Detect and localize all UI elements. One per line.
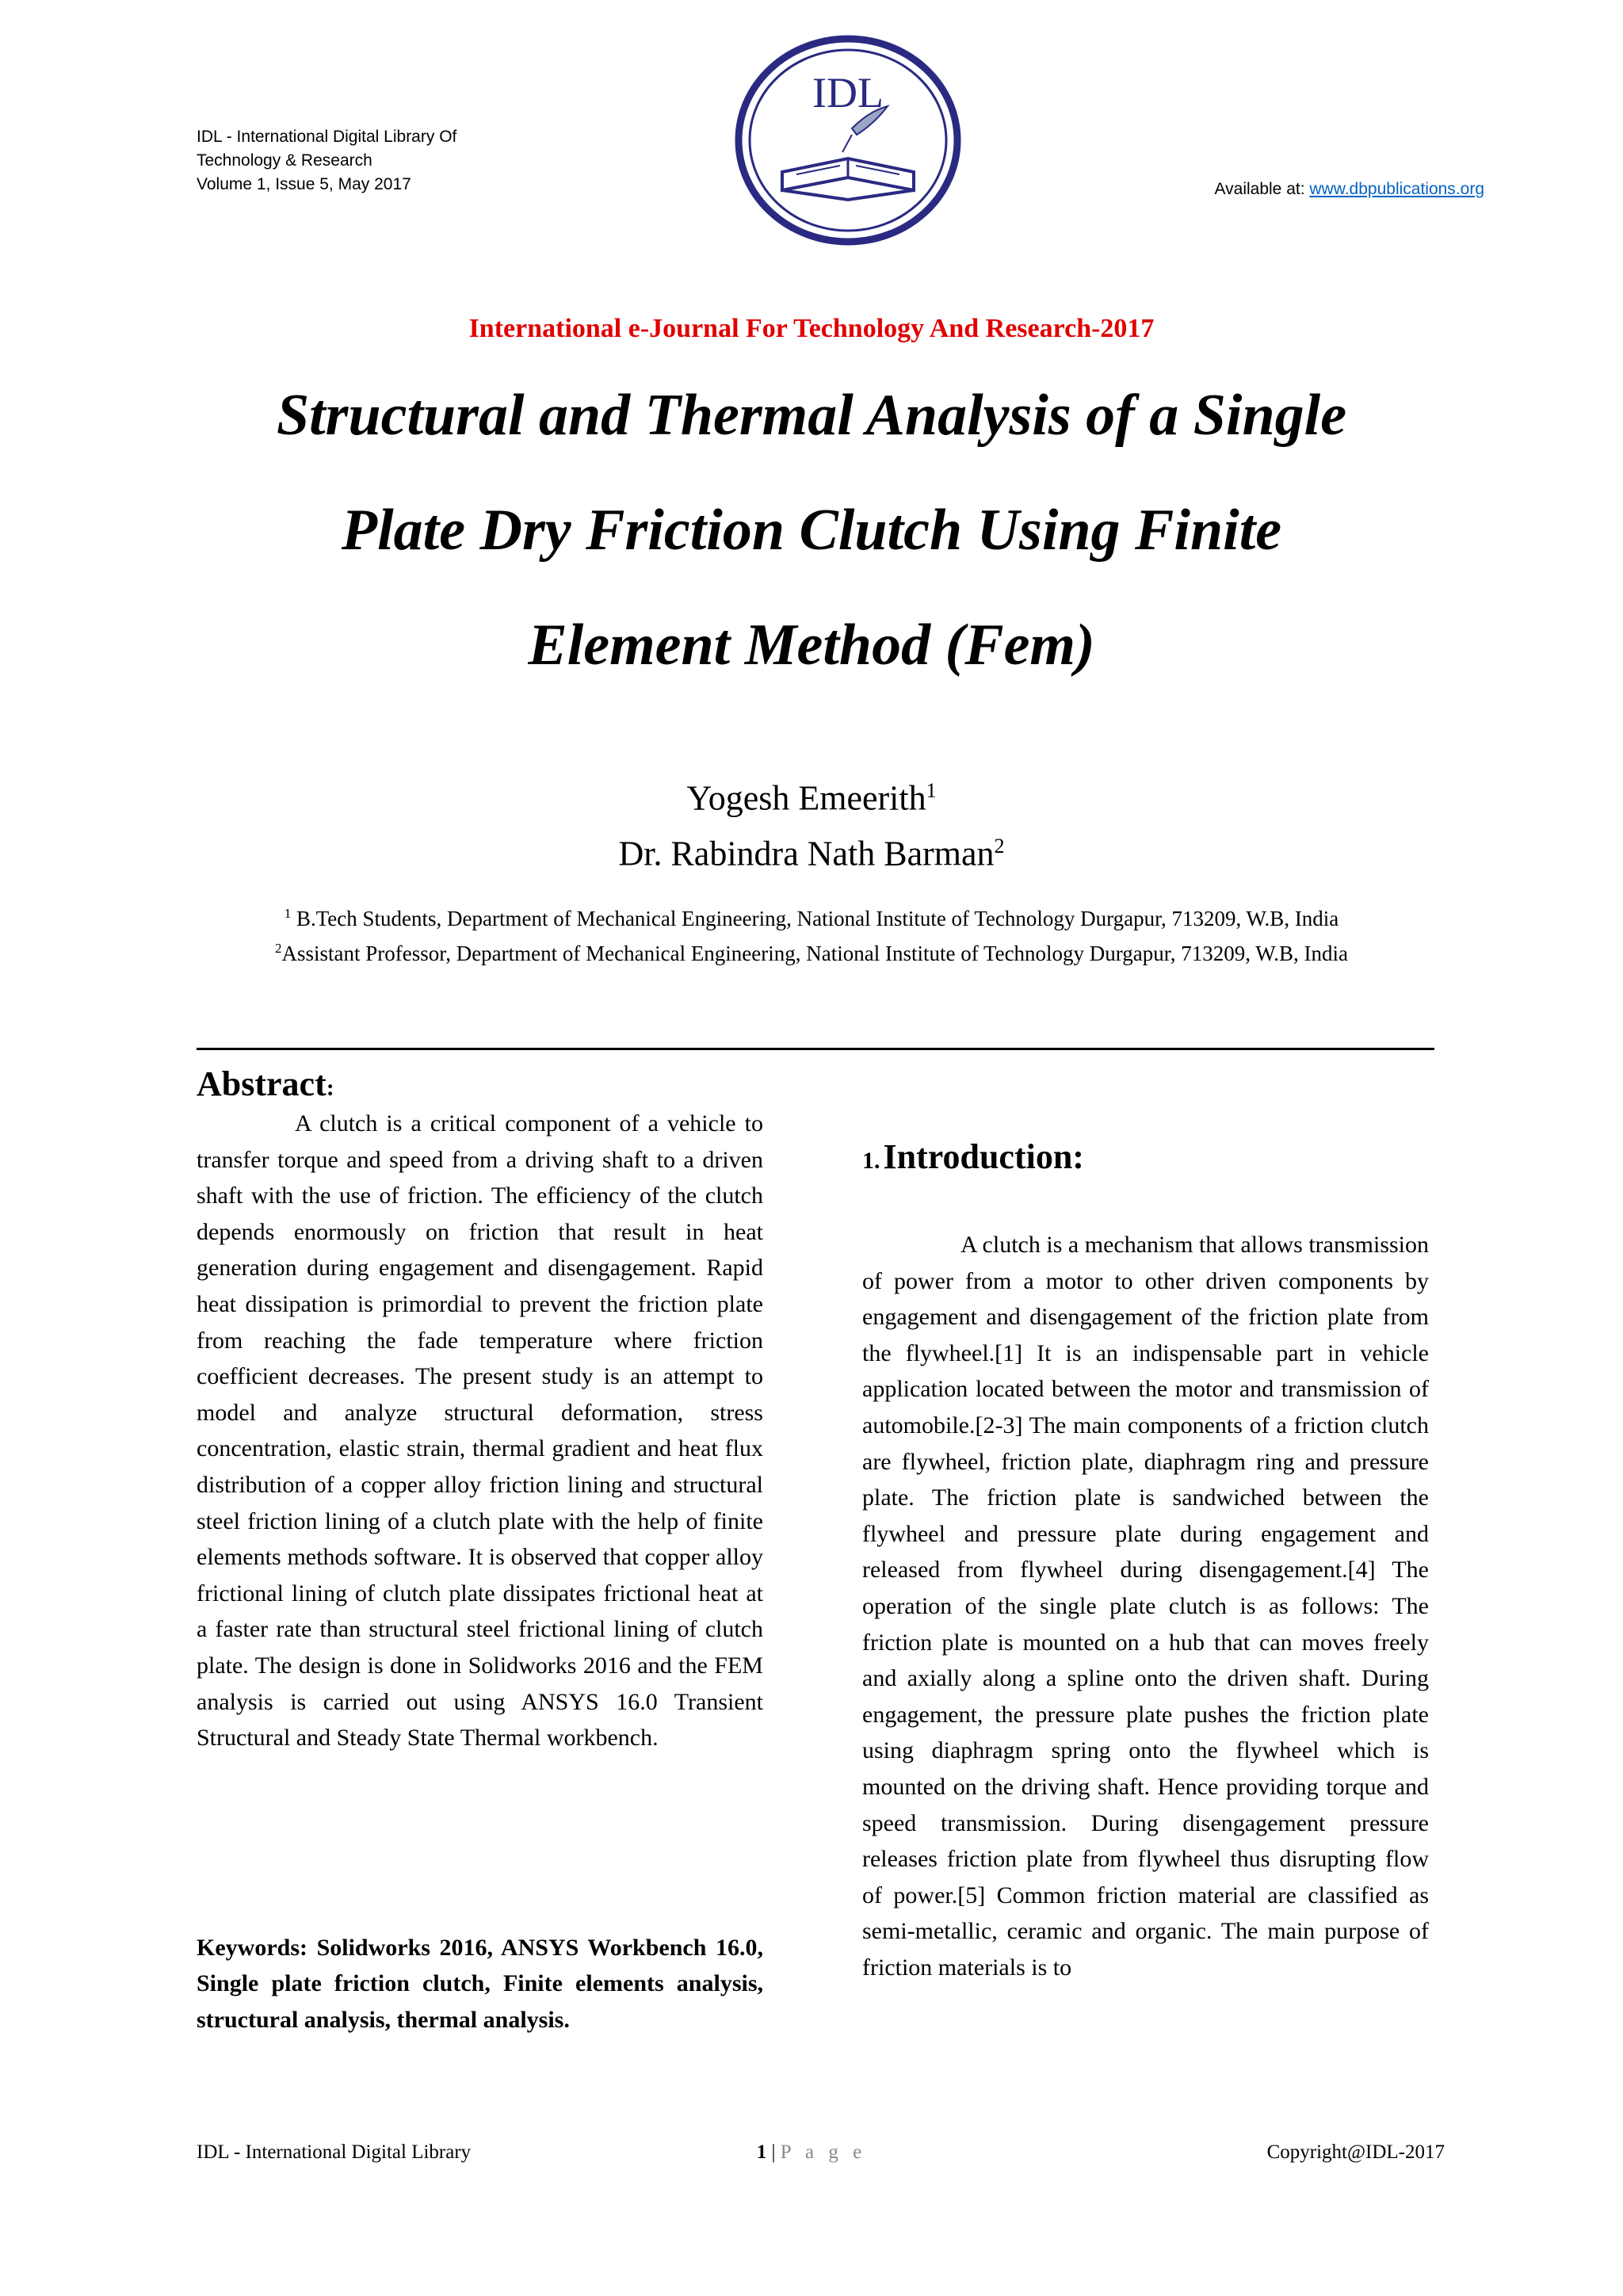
abstract-heading-text: Abstract bbox=[197, 1064, 327, 1103]
title-line-1: Structural and Thermal Analysis of a Single bbox=[276, 383, 1347, 448]
author-list bbox=[0, 767, 1623, 877]
page-separator: | bbox=[766, 2141, 781, 2163]
paper-title bbox=[127, 358, 1496, 703]
affiliation-1 bbox=[190, 899, 1433, 934]
section-divider bbox=[197, 1048, 1434, 1050]
footer-copyright: Copyright@IDL-2017 bbox=[1266, 2141, 1445, 2163]
available-at-label: Available at: bbox=[1214, 180, 1310, 198]
introduction-paragraph: A clutch is a mechanism that allows transmission of power from a motor to other driven components by engagement and disengagement of the friction plate from the flywheel.[1] It is an indispensable part in vehicle application located between the motor and transmission of automobile.[2-3] The main components of a friction clutch are flywheel, friction plate, diaphragm ring and pressure plate. The friction plate is sandwiched between the flywheel and pressure plate during engagement and released from flywheel during disengagement.[4] The operation of the single plate clutch is as follows: The friction plate is mounted on a hub that can moves freely and axially along a spline onto the driven shaft. During engagement, the pressure plate pushes the friction plate using diaphragm spring onto the flywheel which is mounted on the driving shaft. Hence providing torque and speed transmission. During disengagement pressure releases friction plate from flywheel thus disrupting flow of power.[5] Common friction material are classified as semi-metallic, ceramic and organic. The main purpose of friction materials is to bbox=[862, 1232, 1429, 1981]
affiliations bbox=[190, 899, 1433, 968]
footer-publisher: IDL - International Digital Library bbox=[197, 2141, 472, 2163]
volume-issue: Volume 1, Issue 5, May 2017 bbox=[197, 175, 411, 193]
author-affiliation-marker: 1 bbox=[926, 779, 937, 802]
affiliation-marker: 2 bbox=[275, 941, 282, 956]
author-2 bbox=[0, 823, 1623, 878]
publisher-website-link[interactable]: www.dbpublications.org bbox=[1309, 180, 1484, 198]
title-line-3: Element Method (Fem) bbox=[528, 613, 1095, 678]
publisher-line-1: IDL - International Digital Library Of bbox=[197, 128, 457, 146]
availability-info bbox=[1215, 178, 1484, 201]
affiliation-text: B.Tech Students, Department of Mechanical Engineering, National Institute of Technology Durgapur, 713209, W.B, India bbox=[291, 907, 1339, 930]
keywords: Keywords: Solidworks 2016, ANSYS Workbench 16.0, Single plate friction clutch, Finite elements analysis, structural analysis, thermal analysis. bbox=[197, 1935, 763, 2033]
affiliation-2 bbox=[190, 934, 1433, 968]
abstract-heading bbox=[197, 1064, 334, 1104]
idl-logo bbox=[733, 33, 963, 247]
abstract-paragraph: A clutch is a critical component of a vehicle to transfer torque and speed from a driving shaft to a driven shaft with the use of friction. The efficiency of the clutch depends enormously on friction that result in heat generation during engagement and disengagement. Rapid heat dissipation is primordial to prevent the friction plate from reaching the fade temperature where friction coefficient decreases. The present study is an attempt to model and analyze structural deformation, stress concentration, elastic strain, thermal gradient and heat flux distribution of a copper alloy friction lining and structural steel friction lining of a clutch plate with the help of finite elements methods software. It is observed that copper alloy frictional lining of clutch plate dissipates frictional heat at a faster rate than structural steel frictional lining of clutch plate. The design is done in Solidworks 2016 and the FEM analysis is carried out using ANSYS 16.0 Transient Structural and Steady State Thermal workbench. bbox=[197, 1110, 763, 1752]
journal-name: International e-Journal For Technology And Research-2017 bbox=[468, 314, 1155, 343]
logo-text: IDL bbox=[812, 69, 884, 117]
journal-publisher-info bbox=[197, 125, 456, 197]
publisher-line-2: Technology & Research bbox=[197, 151, 372, 170]
author-1 bbox=[0, 767, 1623, 823]
abstract-heading-colon: : bbox=[326, 1075, 334, 1101]
affiliation-marker: 1 bbox=[284, 906, 292, 921]
page-number-value: 1 bbox=[756, 2141, 767, 2163]
affiliation-text: Assistant Professor, Department of Mechanical Engineering, National Institute of Technology Durgapur, 713209, W.B, India bbox=[281, 942, 1348, 965]
title-line-2: Plate Dry Friction Clutch Using Finite bbox=[341, 498, 1282, 563]
author-affiliation-marker: 2 bbox=[994, 834, 1005, 858]
section-title: Introduction: bbox=[883, 1137, 1084, 1176]
page-label: P a g e bbox=[780, 2141, 867, 2163]
author-name: Dr. Rabindra Nath Barman bbox=[618, 834, 995, 873]
section-number: 1. bbox=[862, 1148, 880, 1174]
abstract-body bbox=[197, 1106, 763, 1756]
introduction-heading bbox=[862, 1137, 1084, 1177]
introduction-body bbox=[862, 1227, 1429, 1985]
author-name: Yogesh Emeerith bbox=[686, 778, 926, 818]
